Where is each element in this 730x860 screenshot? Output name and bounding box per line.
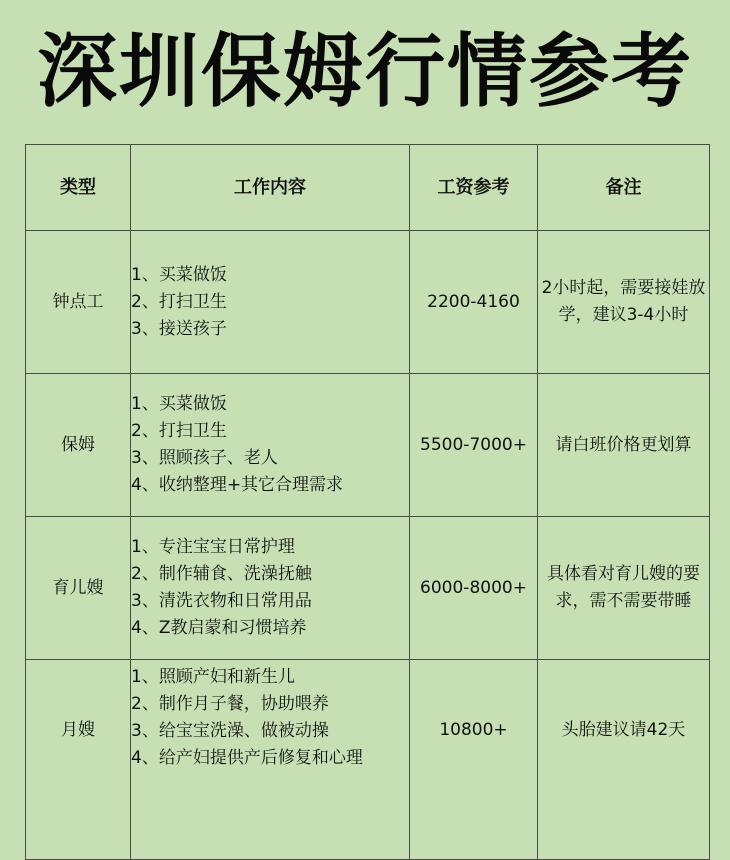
table-row — [26, 374, 710, 517]
row-note: 2小时起，需要接娃放学，建议3-4小时 — [538, 231, 710, 374]
table-row — [26, 231, 710, 374]
row-content — [131, 660, 410, 860]
row-type: 育儿嫂 — [26, 517, 131, 660]
header-type: 类型 — [26, 145, 131, 231]
row-wage: 2200-4160 — [410, 231, 538, 374]
table-row — [26, 517, 710, 660]
content-line: 2、打扫卫生 — [131, 421, 227, 441]
content-line: 1、买菜做饭 — [131, 264, 227, 285]
page-title: 深圳保姆行情参考 — [37, 25, 693, 118]
row-wage: 6000-8000+ — [410, 517, 538, 660]
content-line: 3、照顾孩子、老人 — [131, 448, 278, 468]
row-content — [131, 517, 410, 660]
row-content — [131, 374, 410, 517]
content-line: 2、制作辅食、洗澡抚触 — [131, 564, 312, 584]
table-header-row — [26, 145, 710, 231]
row-note: 头胎建议请42天 — [538, 660, 710, 860]
header-wage: 工资参考 — [410, 145, 538, 231]
row-note: 具体看对育儿嫂的要求，需不需要带睡 — [538, 517, 710, 660]
content-line: 4、Z教启蒙和习惯培养 — [131, 618, 307, 638]
content-line: 3、接送孩子 — [131, 318, 227, 339]
header-content: 工作内容 — [131, 145, 410, 231]
content-line: 1、买菜做饭 — [131, 394, 227, 414]
price-table — [25, 144, 710, 860]
content-line: 3、清洗衣物和日常用品 — [131, 591, 312, 611]
content-line: 4、给产妇提供产后修复和心理 — [131, 748, 363, 768]
row-content — [131, 231, 410, 374]
content-line: 4、收纳整理+其它合理需求 — [131, 475, 344, 495]
content-line: 2、打扫卫生 — [131, 291, 227, 312]
row-note: 请白班价格更划算 — [538, 374, 710, 517]
content-line: 1、照顾产妇和新生儿 — [131, 667, 295, 687]
row-type: 保姆 — [26, 374, 131, 517]
content-line: 1、专注宝宝日常护理 — [131, 537, 295, 557]
row-wage: 10800+ — [410, 660, 538, 860]
content-line: 2、制作月子餐，协助喂养 — [131, 694, 329, 714]
header-note: 备注 — [538, 145, 710, 231]
row-type: 月嫂 — [26, 660, 131, 860]
row-wage: 5500-7000+ — [410, 374, 538, 517]
content-line: 3、给宝宝洗澡、做被动操 — [131, 721, 329, 741]
table-row — [26, 660, 710, 860]
row-type: 钟点工 — [26, 231, 131, 374]
